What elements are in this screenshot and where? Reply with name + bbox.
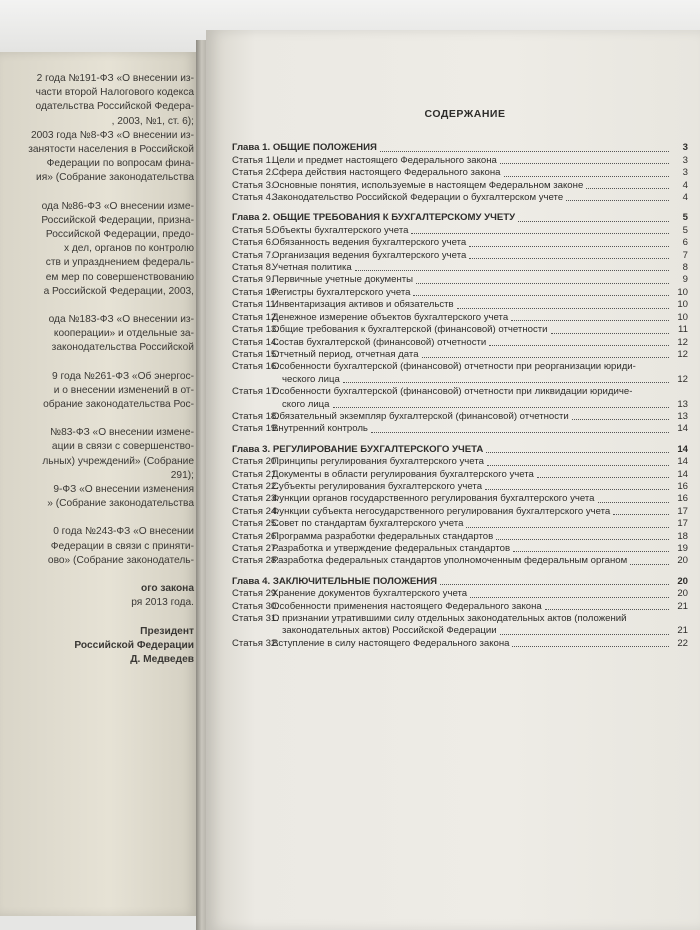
article-title: О признании утратившими силу отдельных законодательных актов (положений <box>272 613 627 625</box>
dot-leader <box>500 155 669 164</box>
text-line: 9-ФЗ «О внесении изменения <box>53 484 194 496</box>
signature-line: Российской Федерации <box>74 639 194 651</box>
dot-leader <box>380 142 669 151</box>
toc-entry <box>232 411 688 423</box>
article-number: Статья 32. <box>232 637 279 649</box>
article-number: Статья 16. <box>232 361 279 373</box>
toc-entry <box>232 518 688 530</box>
page-number: 4 <box>682 179 688 191</box>
toc-entry <box>232 250 688 262</box>
page-number: 14 <box>677 456 688 468</box>
text-line: одательства Российской Федера- <box>35 101 194 113</box>
article-number: Статья 8. <box>232 262 274 274</box>
dot-leader <box>487 456 669 465</box>
article-title-line2: законодательных актов) Российской Федерации <box>282 625 497 637</box>
date-line: ря 2013 года. <box>131 597 194 609</box>
article-title-wrap <box>272 337 672 349</box>
article-title-wrap <box>272 423 672 435</box>
article-number: Статья 4. <box>232 192 274 204</box>
article-title: Разработка федеральных стандартов уполномоченным федеральным органом <box>272 555 628 567</box>
page-number: 14 <box>677 423 688 435</box>
dot-leader <box>518 212 669 221</box>
page-number: 10 <box>677 311 688 323</box>
text-line: ово» (Собрание законодатель- <box>47 554 194 566</box>
dot-leader <box>416 274 669 283</box>
text-line: кооперации» и отдельные за- <box>53 328 194 340</box>
article-title-wrap <box>272 237 672 249</box>
page-number: 3 <box>682 167 688 179</box>
article-title-wrap <box>272 192 672 204</box>
article-title-wrap <box>272 262 672 274</box>
article-title-wrap <box>272 506 672 518</box>
article-title: Сфера действия настоящего Федерального закона <box>272 167 501 179</box>
text-line: ия» (Собрание законодательства <box>36 172 194 184</box>
article-title-wrap <box>272 250 672 262</box>
dot-leader <box>355 262 669 271</box>
text-line: 9 года №261-ФЗ «Об энергос- <box>52 370 194 382</box>
page-number: 9 <box>682 274 688 286</box>
dot-leader <box>343 374 669 383</box>
dot-leader <box>630 555 669 564</box>
paragraph-gap <box>0 186 194 200</box>
article-title-wrap <box>272 324 672 336</box>
chapter-label: Глава 2. ОБЩИЕ ТРЕБОВАНИЯ К БУХГАЛТЕРСКОМУ УЧЕТУ <box>232 212 516 224</box>
toc-entry <box>232 225 688 237</box>
article-number: Статья 9. <box>232 274 274 286</box>
article-number: Статья 3. <box>232 179 274 191</box>
page-number: 12 <box>677 373 688 385</box>
left-page-text <box>0 72 194 667</box>
article-title-wrap <box>272 312 672 324</box>
left-page <box>0 52 198 916</box>
dot-leader <box>486 444 669 453</box>
article-number: Статья 19. <box>232 423 279 435</box>
dot-leader <box>422 349 669 358</box>
text-line: ода №86-ФЗ «О внесении изме- <box>41 200 194 212</box>
article-title-wrap <box>272 167 672 179</box>
toc-entry <box>232 155 688 167</box>
text-line: законодательства Российской <box>51 342 194 354</box>
dot-leader <box>551 324 670 333</box>
toc-title: СОДЕРЖАНИЕ <box>424 108 506 120</box>
article-title-wrap <box>272 588 672 600</box>
toc-entry <box>232 192 688 204</box>
article-title: Первичные учетные документы <box>272 274 414 286</box>
article-title-wrap <box>272 411 672 423</box>
toc-entry <box>232 237 688 249</box>
page-number: 14 <box>677 468 688 480</box>
dot-leader <box>333 399 669 408</box>
page-number: 14 <box>677 443 688 455</box>
dot-leader <box>440 576 669 585</box>
page-number: 8 <box>682 262 688 274</box>
page-number: 21 <box>677 625 688 637</box>
dot-leader <box>504 167 669 176</box>
article-number: Статья 29. <box>232 588 279 600</box>
article-title-wrap <box>272 469 672 481</box>
dot-leader <box>586 180 669 189</box>
text-line: 0 года №243-ФЗ «О внесении <box>53 526 194 538</box>
toc-entry <box>232 287 688 299</box>
dot-leader <box>457 299 669 308</box>
signature-line: Д. Медведев <box>130 653 194 665</box>
paragraph-gap <box>0 299 194 313</box>
article-title-wrap <box>272 155 672 167</box>
toc-entry <box>232 638 688 650</box>
article-title: Функции субъекта негосударственного регулирования бухгалтерского учета <box>272 505 611 517</box>
dot-leader <box>466 518 669 527</box>
dot-leader <box>496 531 669 540</box>
page-number: 16 <box>677 480 688 492</box>
article-title-wrap <box>272 555 672 567</box>
page-number: 22 <box>677 637 688 649</box>
article-number: Статья 7. <box>232 249 274 261</box>
article-title: Субъекты регулирования бухгалтерского учета <box>272 480 483 492</box>
article-title-wrap <box>272 543 672 555</box>
toc-entry <box>232 613 688 638</box>
article-title: Принципы регулирования бухгалтерского учета <box>272 456 484 468</box>
dot-leader <box>511 312 669 321</box>
article-title: Документы в области регулирования бухгалтерского учета <box>272 468 534 480</box>
page-number: 5 <box>682 224 688 236</box>
dot-leader <box>489 337 669 346</box>
article-title-wrap <box>272 518 672 530</box>
article-title-wrap <box>272 493 672 505</box>
article-title: Особенности бухгалтерской (финансовой) отчетности при ликвидации юридиче- <box>272 386 633 398</box>
article-title-wrap <box>272 361 672 386</box>
text-line: и о внесении изменений в от- <box>53 384 194 396</box>
article-title-continued <box>272 399 672 411</box>
text-line: 291); <box>170 469 194 481</box>
page-number: 20 <box>677 575 688 587</box>
toc-entry <box>232 493 688 505</box>
text-line: ации в связи с совершенство- <box>51 441 194 453</box>
article-number: Статья 12. <box>232 311 279 323</box>
toc-entry <box>232 531 688 543</box>
article-number: Статья 25. <box>232 518 279 530</box>
article-title: Объекты бухгалтерского учета <box>272 224 409 236</box>
toc-entry <box>232 299 688 311</box>
article-number: Статья 11. <box>232 299 279 311</box>
text-line: » (Собрание законодательства <box>47 498 194 510</box>
dot-leader <box>485 481 669 490</box>
page-number: 19 <box>677 543 688 554</box>
toc-entry <box>232 543 688 555</box>
text-line: 2003 года №8-ФЗ «О внесении из- <box>30 129 194 141</box>
article-number: Статья 2. <box>232 167 274 179</box>
toc-entry <box>232 349 688 361</box>
text-line: Федерации в связи с приняти- <box>50 540 194 552</box>
article-title: Денежное измерение объектов бухгалтерского учета <box>272 311 509 323</box>
article-title-wrap <box>272 456 672 468</box>
article-title-wrap <box>272 274 672 286</box>
page-number: 17 <box>677 505 688 517</box>
dot-leader <box>512 638 669 647</box>
article-number: Статья 17. <box>232 386 279 398</box>
toc-entry <box>232 423 688 435</box>
page-number: 12 <box>677 336 688 348</box>
text-line: части второй Налогового кодекса <box>35 87 194 99</box>
page-number: 3 <box>682 154 688 166</box>
article-number: Статья 23. <box>232 493 279 505</box>
page-number: 10 <box>677 286 688 298</box>
dot-leader <box>469 250 669 259</box>
law-label: ого закона <box>141 583 194 595</box>
article-title: Отчетный период, отчетная дата <box>272 348 419 360</box>
article-title: Хранение документов бухгалтерского учета <box>272 588 468 600</box>
article-title: Общие требования к бухгалтерской (финансовой) отчетности <box>272 324 548 336</box>
toc-entry <box>232 262 688 274</box>
article-title: Учетная политика <box>272 262 352 274</box>
article-title-wrap <box>272 613 672 638</box>
article-title-wrap <box>272 299 672 311</box>
toc-entry <box>232 588 688 600</box>
dot-leader <box>371 423 669 432</box>
page-number: 10 <box>677 299 688 311</box>
page-number: 16 <box>677 493 688 505</box>
toc-entry <box>232 274 688 286</box>
chapter-label: Глава 1. ОБЩИЕ ПОЛОЖЕНИЯ <box>232 142 377 154</box>
page-number: 7 <box>682 249 688 261</box>
article-number: Статья 22. <box>232 480 279 492</box>
article-title-wrap <box>272 638 672 650</box>
article-title-line2: ческого лица <box>282 373 340 385</box>
article-title: Особенности бухгалтерской (финансовой) отчетности при реорганизации юриди- <box>272 361 636 373</box>
paragraph-gap <box>0 356 194 370</box>
article-number: Статья 6. <box>232 237 274 249</box>
article-title: Инвентаризация активов и обязательств <box>272 299 454 311</box>
toc-entry <box>232 361 688 386</box>
toc-chapter <box>232 212 688 224</box>
article-title-wrap <box>272 225 672 237</box>
article-title: Организация ведения бухгалтерского учета <box>272 249 467 261</box>
article-number: Статья 28. <box>232 555 279 567</box>
text-line: Российской Федерации, предо- <box>45 229 194 241</box>
text-line: обрание законодательства Рос- <box>43 399 194 411</box>
article-number: Статья 14. <box>232 336 279 348</box>
text-line: ода №183-ФЗ «О внесении из- <box>48 314 194 326</box>
text-line: а Российской Федерации, 2003, <box>43 285 194 297</box>
dot-leader <box>613 506 669 515</box>
article-number: Статья 24. <box>232 505 279 517</box>
toc-chapter <box>232 444 688 456</box>
dot-leader <box>566 192 669 201</box>
article-title-line2: ского лица <box>282 398 330 410</box>
dot-leader <box>598 493 669 502</box>
page-number: 6 <box>682 237 688 249</box>
text-line: льных) учреждений» (Собрание <box>42 455 194 467</box>
article-title-wrap <box>272 601 672 613</box>
article-title: Регистры бухгалтерского учета <box>272 286 411 298</box>
paragraph-gap <box>0 511 194 525</box>
toc-entry <box>232 167 688 179</box>
dot-leader <box>413 287 669 296</box>
page-number: 12 <box>677 348 688 360</box>
article-number: Статья 30. <box>232 600 279 612</box>
article-title: Совет по стандартам бухгалтерского учета <box>272 518 464 530</box>
dot-leader <box>572 411 669 420</box>
article-title: Обязательный экземпляр бухгалтерской (финансовой) отчетности <box>272 410 569 422</box>
article-title: Программа разработки федеральных стандартов <box>272 530 494 542</box>
text-line: ств и упразднением федераль- <box>45 257 194 269</box>
text-line: Российской Федерации, призна- <box>41 214 194 226</box>
article-title: Вступление в силу настоящего Федерального закона <box>272 637 510 649</box>
article-number: Статья 5. <box>232 224 274 236</box>
article-title-wrap <box>272 386 672 411</box>
article-number: Статья 21. <box>232 468 279 480</box>
article-title: Цели и предмет настоящего Федерального закона <box>272 154 497 166</box>
article-title-continued <box>272 625 672 637</box>
article-title-wrap <box>272 349 672 361</box>
toc-entry <box>232 506 688 518</box>
article-number: Статья 15. <box>232 348 279 360</box>
page-number: 3 <box>682 142 688 154</box>
article-title: Законодательство Российской Федерации о бухгалтерском учете <box>272 192 564 204</box>
dot-leader <box>500 625 669 634</box>
page-number: 4 <box>682 192 688 204</box>
text-line: , 2003, №1, ст. 6); <box>111 115 194 127</box>
toc-entry <box>232 324 688 336</box>
dot-leader <box>469 237 669 246</box>
text-line: Федерации по вопросам фина- <box>46 158 194 170</box>
dot-leader <box>411 225 669 234</box>
article-number: Статья 20. <box>232 456 279 468</box>
dot-leader <box>537 469 669 478</box>
dot-leader <box>545 601 669 610</box>
toc-chapter <box>232 142 688 154</box>
article-title: Внутренний контроль <box>272 423 368 435</box>
article-title-continued <box>272 374 672 386</box>
article-number: Статья 26. <box>232 530 279 542</box>
article-title: Особенности применения настоящего Федерального закона <box>272 600 542 612</box>
paragraph-gap <box>0 568 194 582</box>
page-number: 21 <box>677 600 688 612</box>
toc-entry <box>232 312 688 324</box>
article-number: Статья 1. <box>232 154 274 166</box>
article-title-wrap <box>272 180 672 192</box>
article-number: Статья 27. <box>232 543 279 554</box>
page-number: 17 <box>677 518 688 530</box>
page-number: 13 <box>677 410 688 422</box>
page-number: 13 <box>677 398 688 410</box>
page-number: 11 <box>678 324 688 336</box>
table-of-contents <box>232 108 688 650</box>
article-title: Разработка и утверждение федеральных стандартов <box>272 543 511 554</box>
paragraph-gap <box>0 412 194 426</box>
text-line: №83-ФЗ «О внесении измене- <box>50 427 194 439</box>
chapter-label: Глава 4. ЗАКЛЮЧИТЕЛЬНЫЕ ПОЛОЖЕНИЯ <box>232 575 438 587</box>
article-number: Статья 13. <box>232 324 279 336</box>
chapter-label: Глава 3. РЕГУЛИРОВАНИЕ БУХГАЛТЕРСКОГО УЧЕТА <box>232 443 484 455</box>
page-number: 20 <box>677 588 688 600</box>
toc-entry <box>232 481 688 493</box>
text-line: 2 года №191-ФЗ «О внесении из- <box>36 73 194 84</box>
paragraph-gap <box>0 611 194 625</box>
text-line: х дел, органов по контролю <box>63 243 194 255</box>
page-number: 18 <box>677 530 688 542</box>
toc-chapter <box>232 576 688 588</box>
article-title-wrap <box>272 287 672 299</box>
page-number: 20 <box>677 555 688 567</box>
text-line: занятости населения в Российской <box>28 144 194 156</box>
article-title: Обязанность ведения бухгалтерского учета <box>272 237 467 249</box>
article-title: Состав бухгалтерской (финансовой) отчетности <box>272 336 487 348</box>
toc-entry <box>232 386 688 411</box>
article-title-wrap <box>272 481 672 493</box>
dot-leader <box>513 543 669 552</box>
article-title: Функции органов государственного регулирования бухгалтерского учета <box>272 493 595 505</box>
toc-entry <box>232 555 688 567</box>
signature-line: Президент <box>140 625 194 637</box>
article-title: Основные понятия, используемые в настоящем Федеральном законе <box>272 179 584 191</box>
page-number: 5 <box>682 212 688 224</box>
article-number: Статья 18. <box>232 410 279 422</box>
toc-entry <box>232 469 688 481</box>
toc-entry <box>232 337 688 349</box>
toc-entry <box>232 180 688 192</box>
toc-entry <box>232 601 688 613</box>
article-number: Статья 10. <box>232 286 279 298</box>
text-line: ем мер по совершенствованию <box>45 271 194 283</box>
toc-entry <box>232 456 688 468</box>
dot-leader <box>470 588 669 597</box>
toc-body <box>232 142 688 650</box>
article-title-wrap <box>272 531 672 543</box>
article-number: Статья 31. <box>232 613 279 625</box>
